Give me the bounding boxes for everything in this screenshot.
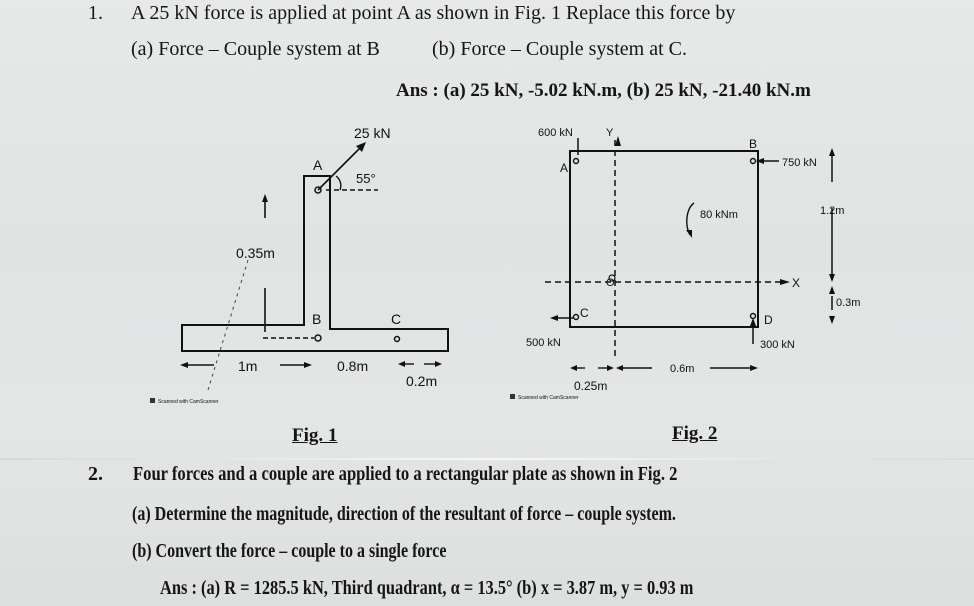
- fig2-couple: 80 kNm: [700, 209, 738, 221]
- fig2-axis-y: Y: [606, 127, 614, 139]
- fig1-angle-label: 55°: [356, 171, 376, 186]
- problem-2-answer: Ans : (a) R = 1285.5 kN, Third quadrant, α = 13.5° (b) x = 3.87 m, y = 0.93 m: [160, 577, 694, 599]
- fig1-dim-0-8m: 0.8m: [337, 358, 369, 374]
- problem-1-statement: A 25 kN force is applied at point A as shown in Fig. 1 Replace this force by: [131, 2, 736, 24]
- problem-2-part-b: (b) Convert the force – couple to a single force: [132, 540, 447, 562]
- fig2-point-b: B: [749, 137, 758, 151]
- fig2-force-750: 750 kN: [782, 157, 817, 169]
- fig1-point-b-label: B: [312, 311, 322, 327]
- problem-2-number: 2.: [88, 463, 103, 485]
- fig1-point-a-label: A: [313, 157, 323, 173]
- problem-2-statement: Four forces and a couple are applied to a rectangular plate as shown in Fig. 2: [133, 463, 678, 485]
- fig1-dim-0-2m: 0.2m: [406, 373, 438, 389]
- problem-1-answer: Ans : (a) 25 kN, -5.02 kN.m, (b) 25 kN, -21.40 kN.m: [396, 80, 811, 101]
- fig2-dim-0-25m: 0.25m: [574, 379, 608, 393]
- fig1-dim-height: 0.35m: [236, 245, 275, 261]
- fig2-force-300: 300 kN: [760, 339, 795, 351]
- rectangular-plate: [570, 151, 758, 327]
- figure-1-diagram: [140, 110, 480, 420]
- fig2-dim-0-3m: 0.3m: [836, 297, 861, 309]
- figure-2-diagram: [500, 110, 880, 420]
- fig2-point-c: C: [580, 306, 589, 320]
- fig2-dim-0-6m: 0.6m: [670, 363, 695, 375]
- fig2-point-a: A: [560, 161, 569, 175]
- fig2-axis-x: X: [792, 276, 801, 290]
- fig1-watermark: Scanned with CamScanner: [158, 399, 219, 405]
- fig2-point-d: D: [764, 313, 773, 327]
- fig2-force-500: 500 kN: [526, 337, 561, 349]
- fig1-point-c-label: C: [391, 311, 402, 327]
- fig2-origin: O: [606, 277, 615, 289]
- fig2-watermark: Scanned with CamScanner: [518, 395, 579, 401]
- fig2-dim-1-2m: 1.2m: [820, 205, 845, 217]
- fig2-force-600: 600 kN: [538, 127, 573, 139]
- problem-1-number: 1.: [88, 2, 103, 24]
- problem-2-part-a: (a) Determine the magnitude, direction of the resultant of force – couple system.: [132, 503, 676, 525]
- problem-1-part-b: (b) Force – Couple system at C.: [432, 38, 687, 60]
- page-fold-line: [0, 458, 974, 460]
- fig-1-caption: Fig. 1: [292, 425, 338, 446]
- fig1-force-label: 25 kN: [354, 125, 391, 141]
- fig-2-caption: Fig. 2: [672, 423, 718, 444]
- fig1-dim-1m: 1m: [238, 358, 258, 374]
- problem-1-part-a: (a) Force – Couple system at B: [131, 38, 380, 60]
